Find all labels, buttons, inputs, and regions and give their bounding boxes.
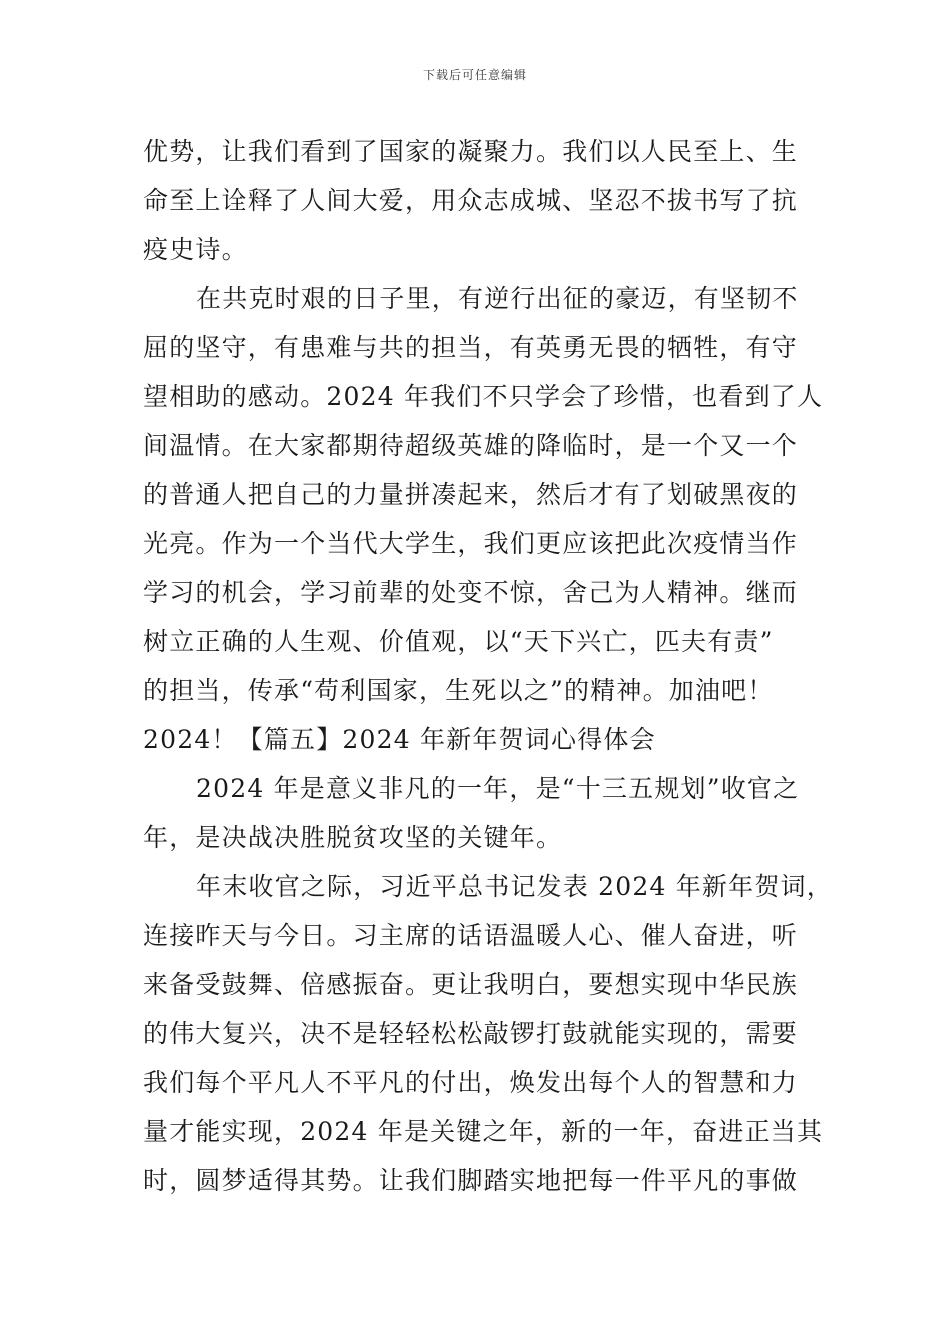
text-line: 的伟大复兴，决不是轻轻松松敲锣打鼓就能实现的，需要: [143, 1019, 799, 1048]
text-line: 的普通人把自己的力量拼凑起来，然后才有了划破黑夜的: [143, 480, 799, 509]
text-line: 树立正确的人生观、价值观，以“天下兴亡，匹夫有责”: [143, 627, 774, 656]
text-line: 的担当，传承“苟利国家，生死以之”的精神。加油吧！: [143, 676, 774, 705]
document-body: [143, 127, 833, 1205]
page-header: 下载后可任意编辑: [422, 68, 527, 82]
text-line: 学习的机会，学习前辈的处变不惊，舍己为人精神。继而: [143, 578, 799, 607]
text-line: 时，圆梦适得其势。让我们脚踏实地把每一件平凡的事做: [143, 1166, 799, 1195]
text-line: 年，是决战决胜脱贫攻坚的关键年。: [143, 823, 563, 852]
text-line: 连接昨天与今日。习主席的话语温暖人心、催人奋进，听: [143, 921, 799, 950]
text-line: 间温情。在大家都期待超级英雄的降临时，是一个又一个: [143, 431, 799, 460]
text-line: 量才能实现，2024 年是关键之年，新的一年，奋进正当其: [143, 1117, 824, 1146]
text-line: 优势，让我们看到了国家的凝聚力。我们以人民至上、生: [143, 137, 799, 166]
text-line: 我们每个平凡人不平凡的付出，焕发出每个人的智慧和力: [143, 1068, 799, 1097]
text-line: 望相助的感动。2024 年我们不只学会了珍惜，也看到了人: [143, 382, 824, 411]
section-heading-line: 2024！【篇五】2024 年新年贺词心得体会: [143, 725, 656, 754]
text-line: 光亮。作为一个当代大学生，我们更应该把此次疫情当作: [143, 529, 799, 558]
text-line: 命至上诠释了人间大爱，用众志成城、坚忍不拔书写了抗: [143, 186, 799, 215]
text-line: 来备受鼓舞、倍感振奋。更让我明白，要想实现中华民族: [143, 970, 799, 999]
paragraph-start-line: 在共克时艰的日子里，有逆行出征的豪迈，有坚韧不: [196, 284, 799, 313]
paragraph-start-line: 2024 年是意义非凡的一年，是“十三五规划”收官之: [196, 774, 800, 803]
text-line: 疫史诗。: [143, 235, 248, 264]
text-line: 屈的坚守，有患难与共的担当，有英勇无畏的牺牲，有守: [143, 333, 799, 362]
paragraph-start-line: 年末收官之际，习近平总书记发表 2024 年新年贺词，: [196, 872, 833, 901]
